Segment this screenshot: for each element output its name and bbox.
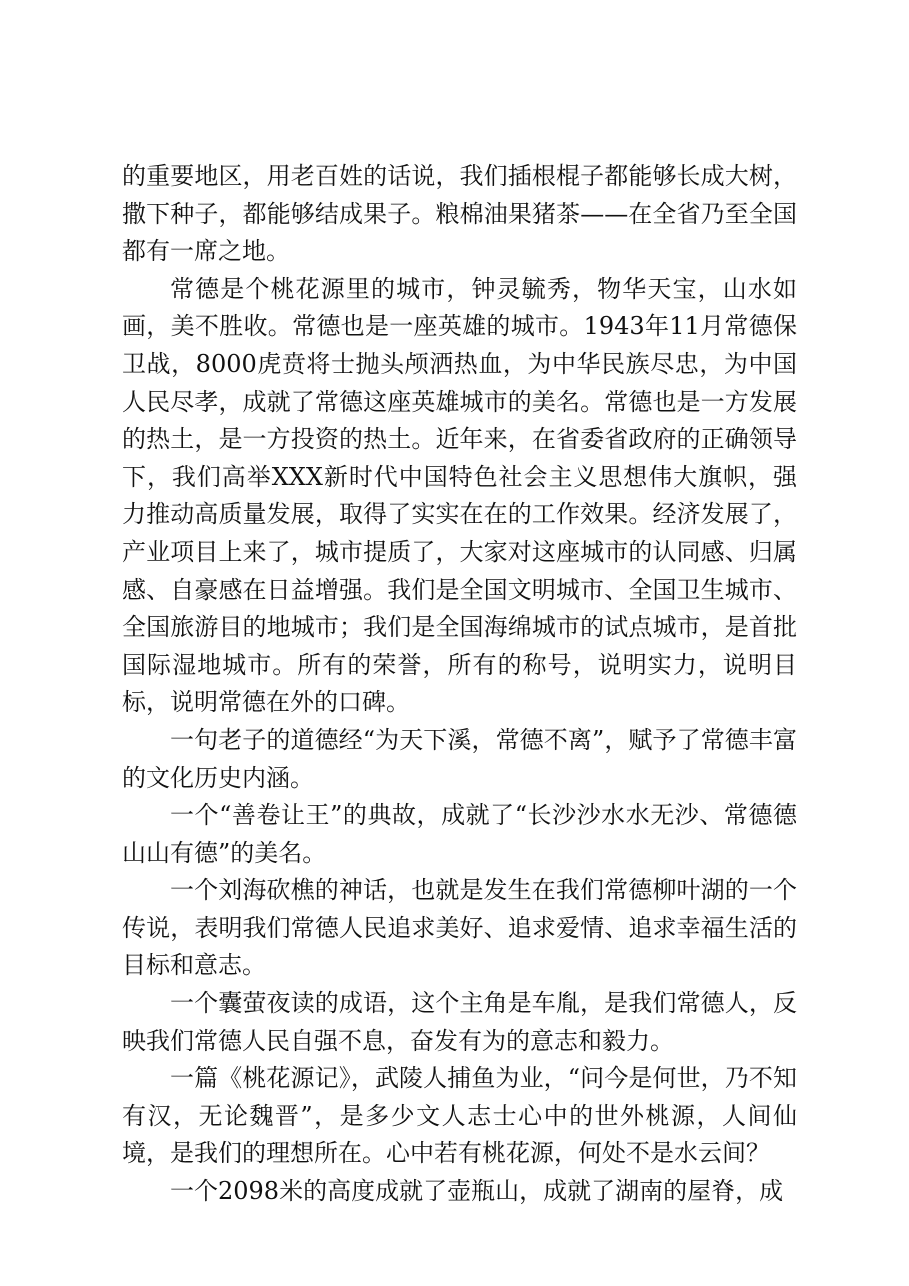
paragraph-daodejing: 一句老子的道德经“为天下溪，常德不离”，赋予了常德丰富的文化历史内涵。: [122, 725, 797, 792]
paragraph-shanjuan: 一个“善卷让王”的典故，成就了“长沙沙水水无沙、常德德山山有德”的美名。: [122, 801, 797, 867]
paragraph-hupingshan: 一个2098米的高度成就了壶瓶山，成就了湖南的屋脊，成: [170, 1177, 784, 1206]
document-body: [122, 158, 797, 1211]
paragraph-continuation: 的重要地区，用老百姓的话说，我们插根棍子都能够长成大树，撒下种子，都能够结成果子。粮棉油果猪茶——在全省乃至全国都有一席之地。: [122, 162, 797, 266]
paragraph-taohuayuan: 一篇《桃花源记》，武陵人捕鱼为业，“问今是何世，乃不知有汉，无论魏晋”，是多少文人志士心中的世外桃源，人间仙境，是我们的理想所在。心中若有桃花源，何处不是水云间？: [122, 1064, 797, 1168]
paragraph-nangying: 一个囊萤夜读的成语，这个主角是车胤，是我们常德人，反映我们常德人民自强不息，奋发有为的意志和毅力。: [122, 989, 797, 1055]
paragraph-liuhai: 一个刘海砍樵的神话，也就是发生在我们常德柳叶湖的一个传说，表明我们常德人民追求美好、追求爱情、追求幸福生活的目标和意志。: [122, 876, 797, 980]
paragraph-changde-city: 常德是个桃花源里的城市，钟灵毓秀，物华天宝，山水如画，美不胜收。常德也是一座英雄的城市。1943年11月常德保卫战，8000虎贲将士抛头颅洒热血，为中华民族尽忠，为中国人民尽孝，成就了常德这座英雄城市的美名。常德也是一方发展的热土，是一方投资的热土。近年来，在省委省政府的正确领导下，我们高举XXX新时代中国特色社会主义思想伟大旗帜，强力推动高质量发展，取得了实实在在的工作效果。经济发展了，产业项目上来了，城市提质了，大家对这座城市的认同感、归属感、自豪感在日益增强。我们是全国文明城市、全国卫生城市、全国旅游目的地城市；我们是全国海绵城市的试点城市，是首批国际湿地城市。所有的荣誉，所有的称号，说明实力，说明目标，说明常德在外的口碑。: [122, 274, 797, 717]
